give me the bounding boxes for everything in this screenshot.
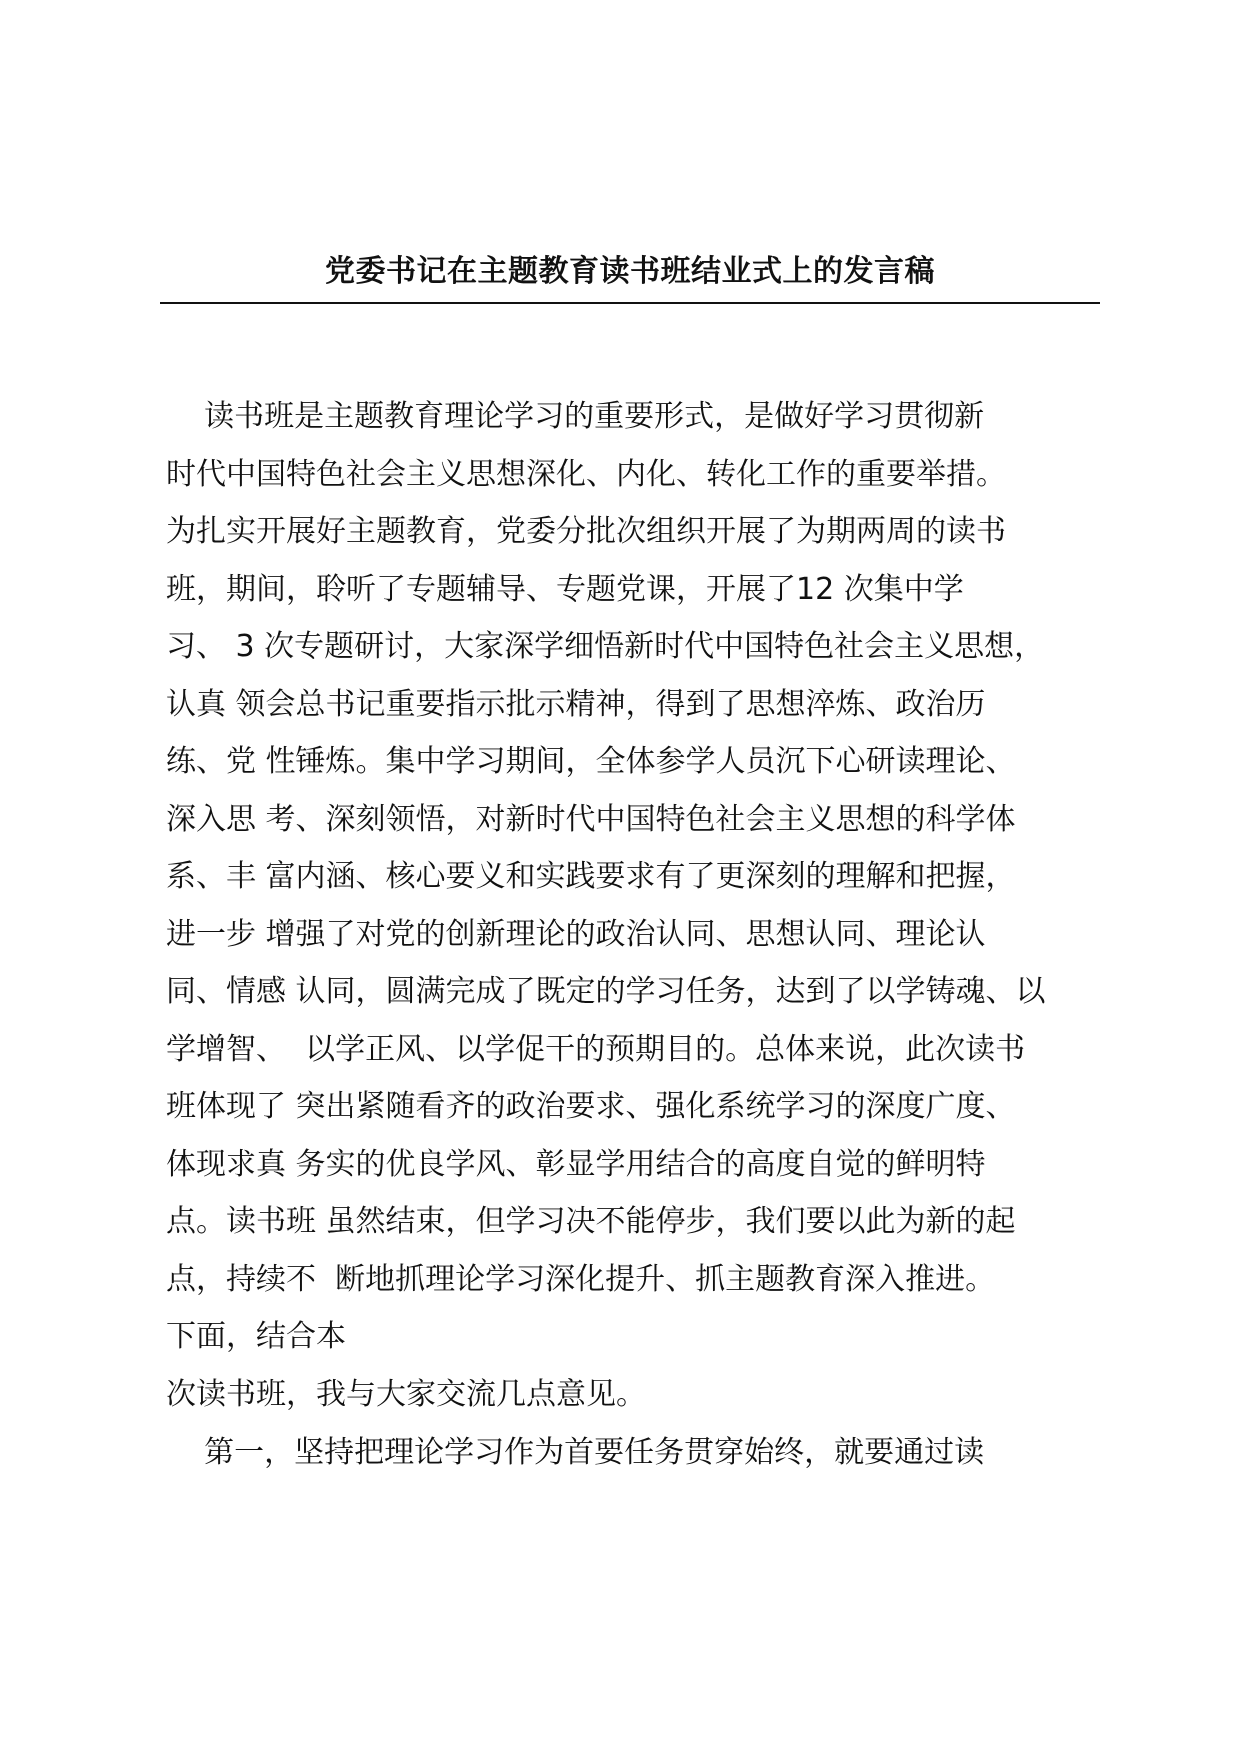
paragraph-line: 下面，结合本 xyxy=(166,1319,346,1354)
paragraph-line: 同、情感 认同，圆满完成了既定的学习任务，达到了以学铸魂、以 xyxy=(166,974,1046,1009)
paragraph-line: 时代中国特色社会主义思想深化、内化、转化工作的重要举措。 xyxy=(166,456,1006,492)
paragraph-line: 深入思 考、深刻领悟，对新时代中国特色社会主义思想的科学体 xyxy=(166,801,1016,837)
paragraph-line: 习、 3 次专题研讨，大家深学细悟新时代中国特色社会主义思想， xyxy=(166,629,1045,664)
paragraph-line: 认真 领会总书记重要指示批示精神，得到了思想淬炼、政治历 xyxy=(166,686,986,722)
paragraph-line: 练、党 性锤炼。集中学习期间，全体参学人员沉下心研读理论、 xyxy=(166,744,1016,779)
paragraph-line: 读书班是主题教育理论学习的重要形式，是做好学习贯彻新 xyxy=(166,399,985,434)
title-underline xyxy=(160,302,1100,304)
paragraph-line: 进一步 增强了对党的创新理论的政治认同、思想认同、理论认 xyxy=(166,916,986,952)
paragraph-line: 第一，坚持把理论学习作为首要任务贯穿始终，就要通过读 xyxy=(166,1435,985,1470)
paragraph-line: 为扎实开展好主题教育，党委分批次组织开展了为期两周的读书 xyxy=(166,514,1006,549)
paragraph-line: 体现求真 务实的优良学风、彰显学用结合的高度自觉的鲜明特 xyxy=(166,1146,986,1182)
document-title: 党委书记在主题教育读书班结业式上的发言稿 xyxy=(325,254,935,289)
paragraph-line: 点，持续不 断地抓理论学习深化提升、抓主题教育深入推进。 xyxy=(166,1261,996,1297)
paragraph-line: 点。读书班 虽然结束，但学习决不能停步，我们要以此为新的起 xyxy=(166,1204,1016,1239)
first-point-paragraph xyxy=(166,1424,1116,1482)
paragraph-line: 学增智、 以学正风、以学促干的预期目的。总体来说，此次读书 xyxy=(166,1031,1026,1067)
intro-paragraph xyxy=(166,388,1116,1423)
paragraph-line: 班，期间，聆听了专题辅导、专题党课，开展了12 次集中学 xyxy=(166,571,964,607)
paragraph-line: 班体现了 突出紧随看齐的政治要求、强化系统学习的深度广度、 xyxy=(166,1089,1016,1124)
paragraph-line: 次读书班，我与大家交流几点意见。 xyxy=(166,1376,646,1412)
paragraph-line: 系、丰 富内涵、核心要义和实践要求有了更深刻的理解和把握， xyxy=(166,859,1016,894)
